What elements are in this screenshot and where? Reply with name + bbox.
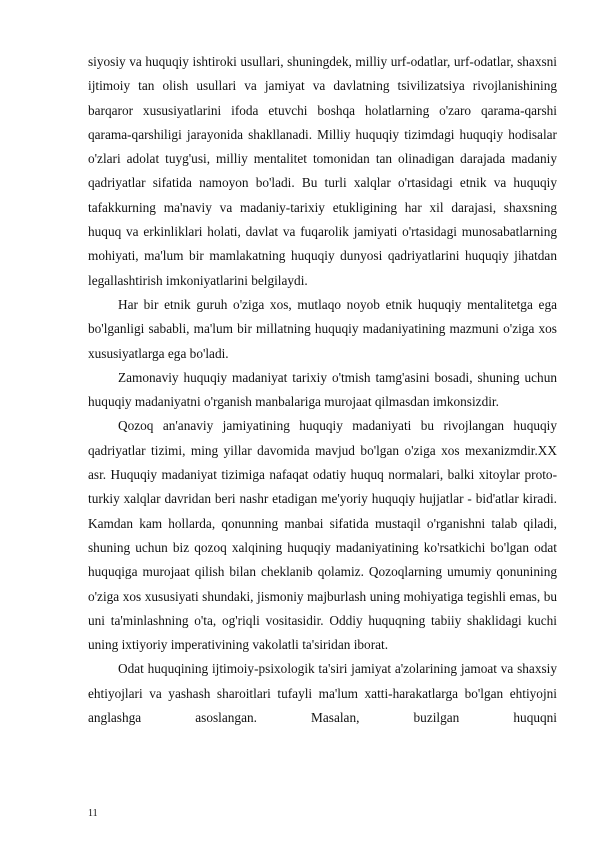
paragraph-3: Zamonaviy huquqiy madaniyat tarixiy o'tmish tamg'asini bosadi, shuning uchun huquqiy madaniyatni o'rganish manbalariga murojaat qilmasdan imkonsizdir. — [88, 369, 557, 410]
paragraph-1: siyosiy va huquqiy ishtiroki usullari, shuningdek, milliy urf-odatlar, urf-odatlar, shaxsni ijtimoiy tan olish usullari va jamiyat va davlatning tsivilizatsiya rivojlanishining barqaror xususiyatlarini ifoda etuvchi boshqa holatlarning o'zaro qarama-qarshi qarama-qarshiligi jarayonida shakllanadi. Milliy huquqiy tizimdagi huquqiy hodisalar o'zlari adolat tuyg'usi, milliy mentalitet tomonidan tan olinadigan darajada madaniy qadriyatlar sifatida namoyon bo'ladi. Bu turli xalqlar o'rtasidagi etnik va huquqiy tafakkurning ma'naviy va madaniy-tarixiy etukligining har xil darajasi, shaxsning huquq va erkinliklari holati, davlat va fuqarolik jamiyati o'rtasidagi munosabatlarning mohiyati, ma'lum bir mamlakatning huquqiy dunyosi qadriyatlarini huquqiy jihatdan legallashtirish imkoniyatlarini belgilaydi. — [88, 54, 557, 288]
paragraph-5: Odat huquqining ijtimoiy-psixologik ta'siri jamiyat a'zolarining jamoat va shaxsiy ehtiyojlari va yashash sharoitlari tufayli ma'lum xatti-harakatlarga bo'lgan ehtiyojni anglashga asoslangan. Masalan, buzilgan huquqni — [88, 661, 557, 726]
document-body — [88, 50, 557, 730]
page-number: 11 — [88, 808, 98, 819]
paragraph-4: Qozoq an'anaviy jamiyatining huquqiy madaniyati bu rivojlangan huquqiy qadriyatlar tizimi, ming yillar davomida mavjud bo'lgan o'ziga xos mexanizmdir.XX asr. Huquqiy madaniyat tizimiga nafaqat odatiy huquq normalari, balki xitoylar proto-turkiy xalqlar davridan beri nashr etadigan me'yoriy huquqiy hujjatlar - bid'atlar kiradi. Kamdan kam hollarda, qonunning manbai sifatida mustaqil o'rganishni talab qiladi, shuning uchun biz qozoq xalqining huquqiy madaniyatining ko'rsatkichi bo'lgan odat huquqiga murojaat qilish bilan cheklanib qolamiz. Qozoqlarning umumiy qonunining o'ziga xos xususiyati shundaki, jismoniy majburlash uning mohiyatiga tegishli emas, bu uni ta'minlashning o'ta, og'riqli vositasidir. Oddiy huquqning tabiiy shaklidagi kuchi uning ixtiyoriy imperativining vakolatli ta'siridan iborat. — [88, 418, 557, 653]
paragraph-2: Har bir etnik guruh o'ziga xos, mutlaqo noyob etnik huquqiy mentalitetga ega bo'lganligi sababli, ma'lum bir millatning huquqiy madaniyatining mazmuni o'ziga xos xususiyatlarga ega bo'ladi. — [88, 296, 557, 361]
